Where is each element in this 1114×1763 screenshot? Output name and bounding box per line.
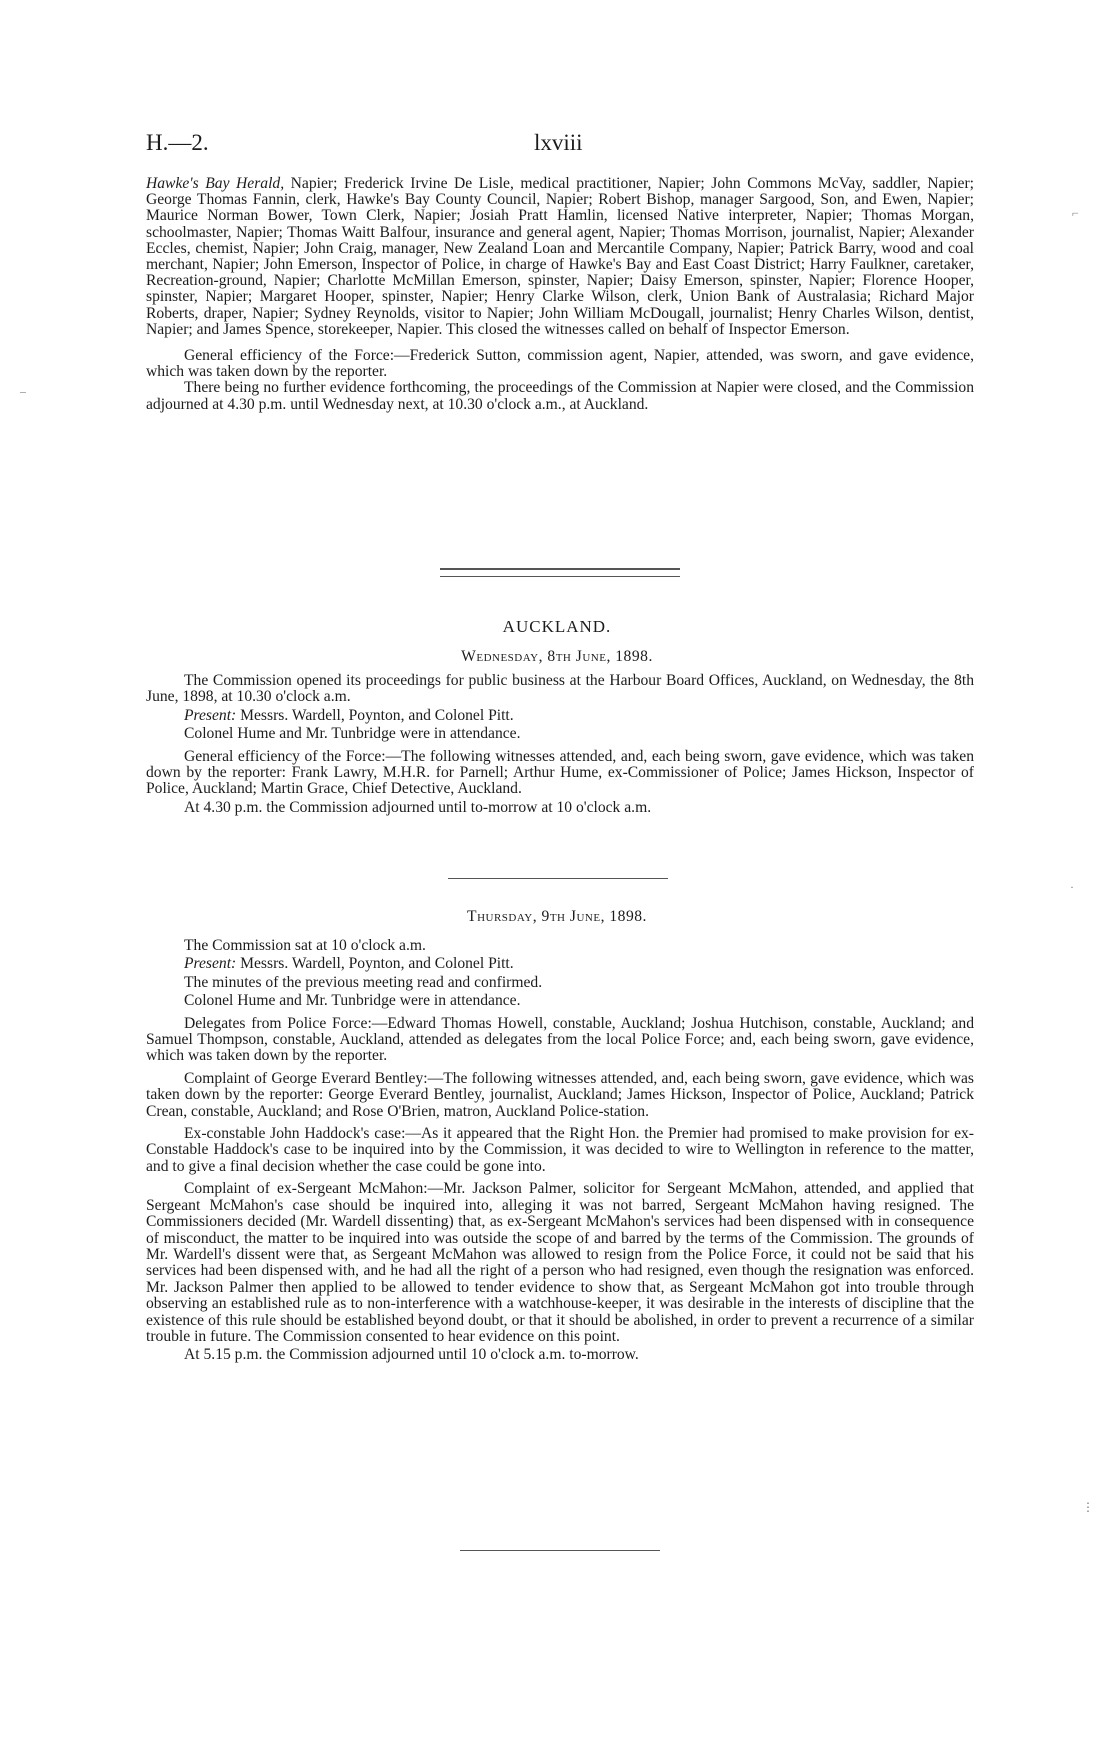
newspaper-name: Hawke's Bay Herald, [146, 175, 285, 192]
day1-attendance: Colonel Hume and Mr. Tunbridge were in attendance. [184, 725, 521, 743]
scan-mark: · [1070, 880, 1074, 894]
end-divider [460, 1550, 660, 1551]
document-code: H.—2. [146, 130, 209, 155]
day1-proceedings [146, 673, 974, 818]
present-members: Messrs. Wardell, Poynton, and Colonel Pitt. [236, 955, 514, 973]
day-divider [448, 878, 668, 879]
delegates-paragraph: Delegates from Police Force:—Edward Thomas Howell, constable, Auckland; Joshua Hutchison, constable, Auckland; and Samuel Thompson, constable, Auckland, attended as delegates from the local Police Force; and, each being sworn, gave evidence, which was taken down by the reporter. [146, 1014, 974, 1065]
page-number: lxviii [534, 130, 583, 155]
witness-list-paragraph [146, 176, 974, 338]
scan-mark: ⌐ [1072, 206, 1079, 220]
haddock-case-paragraph: Ex-constable John Haddock's case:—As it appeared that the Right Hon. the Premier had promised to make provision for ex-Constable Haddock's case to be inquired into by the Commission, it was decided to wire to Wellington in reference to the matter, and to give a final decision whether the case could be gone into. [146, 1125, 974, 1175]
present-members: Messrs. Wardell, Poynton, and Colonel Pitt. [236, 706, 514, 724]
day2-opening: The Commission sat at 10 o'clock a.m. [184, 937, 426, 954]
section-divider [440, 568, 680, 577]
page-header [146, 130, 976, 164]
present-label: Present: [184, 706, 237, 724]
day2-attendance: Colonel Hume and Mr. Tunbridge were in attendance. [184, 992, 521, 1010]
day2-minutes: The minutes of the previous meeting read and confirmed. [184, 973, 543, 991]
scan-mark: – [20, 384, 26, 398]
mcmahon-complaint-paragraph: Complaint of ex-Sergeant McMahon:—Mr. Jackson Palmer, solicitor for Sergeant McMahon, attended, and applied that Sergeant McMahon's case should be inquired into, alleging it was not barred, Sergeant McMahon having resigned. The Commissioners decided (Mr. Wardell dissenting) that, as ex-Sergeant McMahon's services had been dispensed with in consequence of misconduct, the matter to be inquired into was outside the scope of and barred by the terms of the Commission. The grounds of Mr. Wardell's dissent were that, as Sergeant McMahon was allowed to resign from the Police Force, it could not be said that his services had been dispensed with, and he had all the right of a person who had resigned, even though the resignation was enforced. Mr. Jackson Palmer then applied to be allowed to tender evidence to show that, as Sergeant McMahon got into trouble through observing an established rule as to non-interference with a watchhouse-keeper, it was desirable in the interests of discipline that the existence of this rule should be established beyond doubt, or that it should be abolished, in order to prevent a recurrence of a similar trouble in future. The Commission consented to hear evidence on this point. [146, 1180, 974, 1345]
scan-mark: ⋮ [1082, 1500, 1094, 1514]
section-title: AUCKLAND. [502, 617, 612, 636]
day1-opening: The Commission opened its proceedings for public business at the Harbour Board Offices, Auckland, on Wednesday, the 8th June, 1898, at 10.30 o'clock a.m. [146, 672, 974, 706]
day1-present [146, 708, 974, 724]
day2-proceedings [146, 938, 974, 1366]
day2-adjourn: At 5.15 p.m. the Commission adjourned until 10 o'clock a.m. to-morrow. [184, 1346, 639, 1364]
day1-witnesses: General efficiency of the Force:—The following witnesses attended, and, each being sworn, gave evidence, which was taken down by the reporter: Frank Lawry, M.H.R. for Parnell; Arthur Hume, ex-Commissioner of Police; James Hickson, Inspector of Police, Auckland; Martin Grace, Chief Detective, Auckland. [146, 747, 974, 798]
bentley-complaint-paragraph: Complaint of George Everard Bentley:—The following witnesses attended, and, each being sworn, gave evidence, which was taken down by the reporter: George Everard Bentley, journalist, Auckland; James Hickson, Inspector of Police, Auckland; Patrick Crean, constable, Auckland; and Rose O'Brien, matron, Auckland Police-station. [146, 1069, 974, 1120]
napier-section [146, 176, 974, 413]
witness-list-text: Napier; Frederick Irvine De Lisle, medical practitioner, Napier; John Commons McVay, saddler, Napier; George Thomas Fannin, clerk, Hawke's Bay County Council, Napier; Robert Bishop, manager Sargood, Son, and Ewen, Napier; Maurice Norman Bower, Town Clerk, Napier; Josiah Pratt Hamlin, licensed Native interpreter, Napier; Thomas Morgan, schoolmaster, Napier; Thomas Waitt Balfour, insurance and general agent, Napier; Thomas Morrison, journalist, Napier; Alexander Eccles, chemist, Napier; John Craig, manager, New Zealand Loan and Mercantile Company, Napier; Patrick Barry, wood and coal merchant, Napier; John Emerson, Inspector of Police, in charge of Hawke's Bay and East Coast District; Harry Faulkner, caretaker, Recreation-ground, Napier; Charlotte McMillan Emerson, spinster, Napier; Daisy Emerson, spinster, Napier; Florence Hooper, spinster, Napier; Margaret Hooper, spinster, Napier; Henry Clarke Wilson, clerk, Union Bank of Australasia; Richard Major Roberts, draper, Napier; Sydney Reynolds, visitor to Napier; John William McDougall, journalist; Henry Charles Wilson, dentist, Napier; and James Spence, storekeeper, Napier. This closed the witnesses called on behalf of Inspector Emerson. [146, 175, 975, 338]
session-date: Thursday, 9th June, 1898. [467, 908, 647, 925]
session-date: Wednesday, 8th June, 1898. [461, 648, 653, 665]
day1-adjourn: At 4.30 p.m. the Commission adjourned until to-morrow at 10 o'clock a.m. [184, 798, 652, 816]
napier-closing-paragraph: There being no further evidence forthcoming, the proceedings of the Commission at Napier were closed, and the Commission adjourned at 4.30 p.m. until Wednesday next, at 10.30 o'clock a.m., at Auckland. [146, 379, 974, 413]
present-label: Present: [184, 955, 237, 973]
general-efficiency-paragraph: General efficiency of the Force:—Frederick Sutton, commission agent, Napier, attended, was sworn, and gave evidence, which was taken down by the reporter. [146, 347, 974, 381]
day2-present [146, 956, 974, 972]
